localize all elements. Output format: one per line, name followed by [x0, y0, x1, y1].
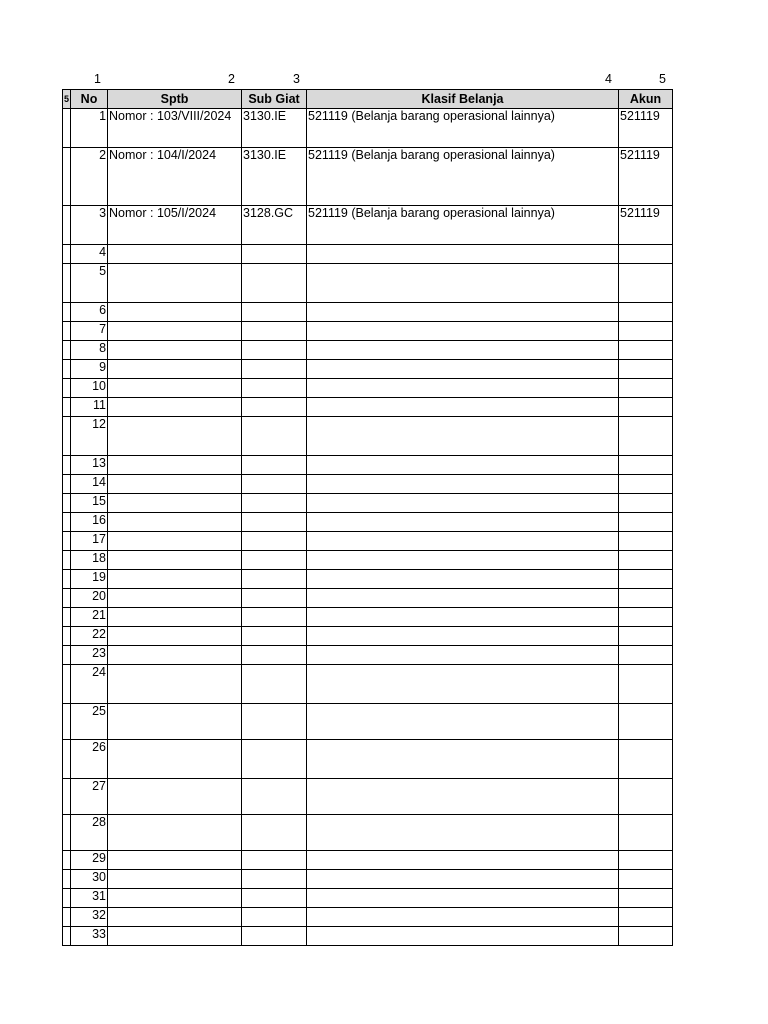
cell-sub-giat[interactable] [242, 646, 307, 665]
cell-sptb[interactable] [108, 551, 242, 570]
cell-akun[interactable] [619, 513, 673, 532]
cell-no[interactable]: 6 [71, 303, 108, 322]
cell-akun[interactable] [619, 704, 673, 740]
cell-side [63, 870, 71, 889]
cell-no[interactable]: 11 [71, 398, 108, 417]
cell-akun[interactable] [619, 360, 673, 379]
cell-side [63, 379, 71, 398]
cell-akun[interactable] [619, 398, 673, 417]
cell-akun[interactable] [619, 322, 673, 341]
cell-no[interactable]: 24 [71, 665, 108, 704]
cell-akun[interactable] [619, 341, 673, 360]
cell-side [63, 456, 71, 475]
cell-no[interactable]: 17 [71, 532, 108, 551]
cell-side [63, 494, 71, 513]
cell-sptb[interactable] [108, 398, 242, 417]
cell-akun[interactable] [619, 245, 673, 264]
cell-no[interactable]: 30 [71, 870, 108, 889]
cell-sptb[interactable] [108, 889, 242, 908]
cell-klasif-belanja[interactable] [307, 264, 619, 303]
cell-akun[interactable] [619, 870, 673, 889]
cell-side [63, 398, 71, 417]
table-row [63, 570, 673, 589]
column-number-3: 3 [293, 72, 300, 86]
cell-side [63, 513, 71, 532]
cell-side [63, 815, 71, 851]
cell-klasif-belanja[interactable] [307, 341, 619, 360]
table-row [63, 494, 673, 513]
cell-sptb[interactable] [108, 704, 242, 740]
cell-klasif-belanja[interactable] [307, 322, 619, 341]
cell-sub-giat[interactable] [242, 704, 307, 740]
cell-sptb[interactable] [108, 264, 242, 303]
cell-sub-giat[interactable]: 3130.IE [242, 148, 307, 206]
cell-side [63, 417, 71, 456]
cell-sptb[interactable] [108, 927, 242, 946]
table-row [63, 109, 673, 148]
table-row [63, 341, 673, 360]
cell-sptb[interactable]: Nomor : 103/VIII/2024 [108, 109, 242, 148]
header-side-marker: 5 [63, 90, 71, 109]
cell-side [63, 908, 71, 927]
cell-sub-giat[interactable] [242, 627, 307, 646]
cell-akun[interactable] [619, 379, 673, 398]
cell-no[interactable]: 18 [71, 551, 108, 570]
cell-sptb[interactable] [108, 379, 242, 398]
cell-klasif-belanja[interactable] [307, 570, 619, 589]
cell-klasif-belanja[interactable] [307, 589, 619, 608]
cell-akun[interactable] [619, 665, 673, 704]
cell-side [63, 475, 71, 494]
cell-sub-giat[interactable] [242, 532, 307, 551]
cell-akun[interactable] [619, 740, 673, 779]
cell-klasif-belanja[interactable] [307, 870, 619, 889]
cell-sub-giat[interactable]: 3130.IE [242, 109, 307, 148]
cell-sptb[interactable] [108, 851, 242, 870]
cell-klasif-belanja[interactable] [307, 360, 619, 379]
cell-akun[interactable] [619, 646, 673, 665]
cell-side [63, 646, 71, 665]
cell-sub-giat[interactable] [242, 665, 307, 704]
cell-sub-giat[interactable] [242, 475, 307, 494]
table-row [63, 245, 673, 264]
cell-no[interactable]: 25 [71, 704, 108, 740]
cell-akun[interactable] [619, 608, 673, 627]
cell-sub-giat[interactable] [242, 303, 307, 322]
table-row [63, 646, 673, 665]
cell-side [63, 927, 71, 946]
cell-sub-giat[interactable] [242, 551, 307, 570]
cell-klasif-belanja[interactable] [307, 513, 619, 532]
cell-no[interactable]: 22 [71, 627, 108, 646]
cell-sptb[interactable]: Nomor : 104/I/2024 [108, 148, 242, 206]
cell-side [63, 264, 71, 303]
cell-side [63, 532, 71, 551]
cell-side [63, 303, 71, 322]
cell-sptb[interactable] [108, 417, 242, 456]
cell-sub-giat[interactable] [242, 379, 307, 398]
cell-akun[interactable] [619, 779, 673, 815]
cell-sub-giat[interactable] [242, 513, 307, 532]
cell-klasif-belanja[interactable] [307, 475, 619, 494]
cell-side [63, 551, 71, 570]
cell-no[interactable]: 27 [71, 779, 108, 815]
table-row [63, 398, 673, 417]
cell-klasif-belanja[interactable] [307, 417, 619, 456]
table-row [63, 513, 673, 532]
cell-akun[interactable] [619, 303, 673, 322]
header-akun[interactable]: Akun [619, 90, 673, 109]
table-row [63, 148, 673, 206]
cell-klasif-belanja[interactable] [307, 494, 619, 513]
cell-no[interactable]: 28 [71, 815, 108, 851]
table-row [63, 322, 673, 341]
cell-no[interactable]: 3 [71, 206, 108, 245]
cell-no[interactable]: 20 [71, 589, 108, 608]
cell-akun[interactable] [619, 551, 673, 570]
cell-sptb[interactable] [108, 456, 242, 475]
cell-klasif-belanja[interactable] [307, 303, 619, 322]
cell-klasif-belanja[interactable] [307, 927, 619, 946]
cell-sptb[interactable] [108, 665, 242, 704]
cell-sptb[interactable] [108, 870, 242, 889]
column-number-5: 5 [659, 72, 666, 86]
cell-sub-giat[interactable] [242, 245, 307, 264]
cell-sptb[interactable] [108, 627, 242, 646]
cell-no[interactable]: 16 [71, 513, 108, 532]
cell-akun[interactable]: 521119 [619, 206, 673, 245]
cell-klasif-belanja[interactable] [307, 704, 619, 740]
cell-side [63, 608, 71, 627]
cell-no[interactable]: 32 [71, 908, 108, 927]
cell-side [63, 322, 71, 341]
cell-sptb[interactable] [108, 303, 242, 322]
cell-side [63, 740, 71, 779]
cell-sub-giat[interactable] [242, 589, 307, 608]
table-row [63, 889, 673, 908]
header-klasif-belanja[interactable]: Klasif Belanja [307, 90, 619, 109]
cell-no[interactable]: 2 [71, 148, 108, 206]
table-row [63, 704, 673, 740]
cell-side [63, 851, 71, 870]
table-body [63, 109, 673, 946]
cell-no[interactable]: 15 [71, 494, 108, 513]
cell-sub-giat[interactable] [242, 889, 307, 908]
column-number-4: 4 [605, 72, 612, 86]
cell-sub-giat[interactable] [242, 815, 307, 851]
sptb-table [62, 89, 673, 946]
cell-klasif-belanja[interactable] [307, 627, 619, 646]
cell-akun[interactable] [619, 456, 673, 475]
cell-no[interactable]: 9 [71, 360, 108, 379]
cell-side [63, 341, 71, 360]
cell-klasif-belanja[interactable] [307, 815, 619, 851]
table-row [63, 303, 673, 322]
cell-klasif-belanja[interactable] [307, 245, 619, 264]
cell-sptb[interactable] [108, 908, 242, 927]
table-row [63, 475, 673, 494]
cell-klasif-belanja[interactable] [307, 456, 619, 475]
column-number-1: 1 [94, 72, 101, 86]
cell-no[interactable]: 13 [71, 456, 108, 475]
cell-akun[interactable] [619, 532, 673, 551]
cell-akun[interactable]: 521119 [619, 148, 673, 206]
cell-no[interactable]: 14 [71, 475, 108, 494]
cell-no[interactable]: 21 [71, 608, 108, 627]
cell-klasif-belanja[interactable] [307, 740, 619, 779]
cell-sptb[interactable]: Nomor : 105/I/2024 [108, 206, 242, 245]
cell-side [63, 779, 71, 815]
cell-sptb[interactable] [108, 740, 242, 779]
cell-klasif-belanja[interactable] [307, 646, 619, 665]
cell-side [63, 206, 71, 245]
cell-sptb[interactable] [108, 815, 242, 851]
cell-side [63, 360, 71, 379]
header-sptb[interactable]: Sptb [108, 90, 242, 109]
cell-sptb[interactable] [108, 360, 242, 379]
table-row [63, 589, 673, 608]
cell-sub-giat[interactable] [242, 456, 307, 475]
cell-no[interactable]: 26 [71, 740, 108, 779]
cell-akun[interactable] [619, 494, 673, 513]
cell-no[interactable]: 31 [71, 889, 108, 908]
header-no[interactable]: No [71, 90, 108, 109]
cell-akun[interactable]: 521119 [619, 109, 673, 148]
table-row [63, 360, 673, 379]
cell-klasif-belanja[interactable] [307, 851, 619, 870]
cell-sptb[interactable] [108, 589, 242, 608]
cell-sub-giat[interactable] [242, 494, 307, 513]
cell-klasif-belanja[interactable]: 521119 (Belanja barang operasional lainnya) [307, 148, 619, 206]
cell-side [63, 589, 71, 608]
cell-akun[interactable] [619, 851, 673, 870]
cell-no[interactable]: 8 [71, 341, 108, 360]
cell-side [63, 665, 71, 704]
cell-sub-giat[interactable] [242, 740, 307, 779]
header-sub-giat[interactable]: Sub Giat [242, 90, 307, 109]
cell-sub-giat[interactable] [242, 417, 307, 456]
cell-no[interactable]: 12 [71, 417, 108, 456]
cell-akun[interactable] [619, 627, 673, 646]
cell-klasif-belanja[interactable] [307, 779, 619, 815]
cell-sub-giat[interactable] [242, 608, 307, 627]
column-number-2: 2 [228, 72, 235, 86]
cell-sptb[interactable] [108, 475, 242, 494]
table-row [63, 456, 673, 475]
cell-sptb[interactable] [108, 532, 242, 551]
table-row [63, 740, 673, 779]
table-row [63, 206, 673, 245]
cell-klasif-belanja[interactable]: 521119 (Belanja barang operasional lainnya) [307, 206, 619, 245]
cell-sub-giat[interactable] [242, 570, 307, 589]
table-row [63, 532, 673, 551]
cell-no[interactable]: 29 [71, 851, 108, 870]
cell-klasif-belanja[interactable] [307, 608, 619, 627]
cell-sub-giat[interactable] [242, 851, 307, 870]
cell-no[interactable]: 5 [71, 264, 108, 303]
table-row [63, 417, 673, 456]
cell-klasif-belanja[interactable] [307, 889, 619, 908]
cell-akun[interactable] [619, 264, 673, 303]
cell-side [63, 889, 71, 908]
cell-sub-giat[interactable] [242, 779, 307, 815]
table-row [63, 551, 673, 570]
header-row [63, 90, 673, 109]
cell-akun[interactable] [619, 417, 673, 456]
cell-sub-giat[interactable] [242, 927, 307, 946]
cell-sptb[interactable] [108, 341, 242, 360]
cell-klasif-belanja[interactable] [307, 398, 619, 417]
cell-akun[interactable] [619, 570, 673, 589]
cell-no[interactable]: 23 [71, 646, 108, 665]
cell-side [63, 109, 71, 148]
cell-akun[interactable] [619, 475, 673, 494]
cell-side [63, 148, 71, 206]
cell-sptb[interactable] [108, 322, 242, 341]
cell-side [63, 704, 71, 740]
cell-side [63, 627, 71, 646]
cell-klasif-belanja[interactable] [307, 379, 619, 398]
cell-akun[interactable] [619, 908, 673, 927]
cell-sub-giat[interactable] [242, 341, 307, 360]
cell-sptb[interactable] [108, 646, 242, 665]
cell-sub-giat[interactable] [242, 398, 307, 417]
cell-sub-giat[interactable] [242, 264, 307, 303]
cell-sptb[interactable] [108, 494, 242, 513]
cell-side [63, 570, 71, 589]
cell-klasif-belanja[interactable] [307, 551, 619, 570]
cell-sub-giat[interactable]: 3128.GC [242, 206, 307, 245]
cell-klasif-belanja[interactable] [307, 908, 619, 927]
table-row [63, 379, 673, 398]
cell-no[interactable]: 1 [71, 109, 108, 148]
cell-side [63, 245, 71, 264]
table-row [63, 665, 673, 704]
cell-no[interactable]: 10 [71, 379, 108, 398]
cell-klasif-belanja[interactable] [307, 532, 619, 551]
cell-sptb[interactable] [108, 608, 242, 627]
cell-sub-giat[interactable] [242, 870, 307, 889]
table-row [63, 627, 673, 646]
cell-sptb[interactable] [108, 570, 242, 589]
table-row [63, 870, 673, 889]
table-row [63, 927, 673, 946]
cell-sub-giat[interactable] [242, 360, 307, 379]
cell-sub-giat[interactable] [242, 908, 307, 927]
table-row [63, 264, 673, 303]
cell-akun[interactable] [619, 815, 673, 851]
table-row [63, 815, 673, 851]
cell-sptb[interactable] [108, 779, 242, 815]
cell-sptb[interactable] [108, 245, 242, 264]
cell-sptb[interactable] [108, 513, 242, 532]
table-row [63, 779, 673, 815]
cell-akun[interactable] [619, 927, 673, 946]
table-row [63, 851, 673, 870]
cell-no[interactable]: 33 [71, 927, 108, 946]
cell-sub-giat[interactable] [242, 322, 307, 341]
cell-klasif-belanja[interactable] [307, 665, 619, 704]
table-row [63, 908, 673, 927]
cell-klasif-belanja[interactable]: 521119 (Belanja barang operasional lainnya) [307, 109, 619, 148]
cell-akun[interactable] [619, 589, 673, 608]
cell-akun[interactable] [619, 889, 673, 908]
cell-no[interactable]: 19 [71, 570, 108, 589]
table-row [63, 608, 673, 627]
cell-no[interactable]: 7 [71, 322, 108, 341]
cell-no[interactable]: 4 [71, 245, 108, 264]
